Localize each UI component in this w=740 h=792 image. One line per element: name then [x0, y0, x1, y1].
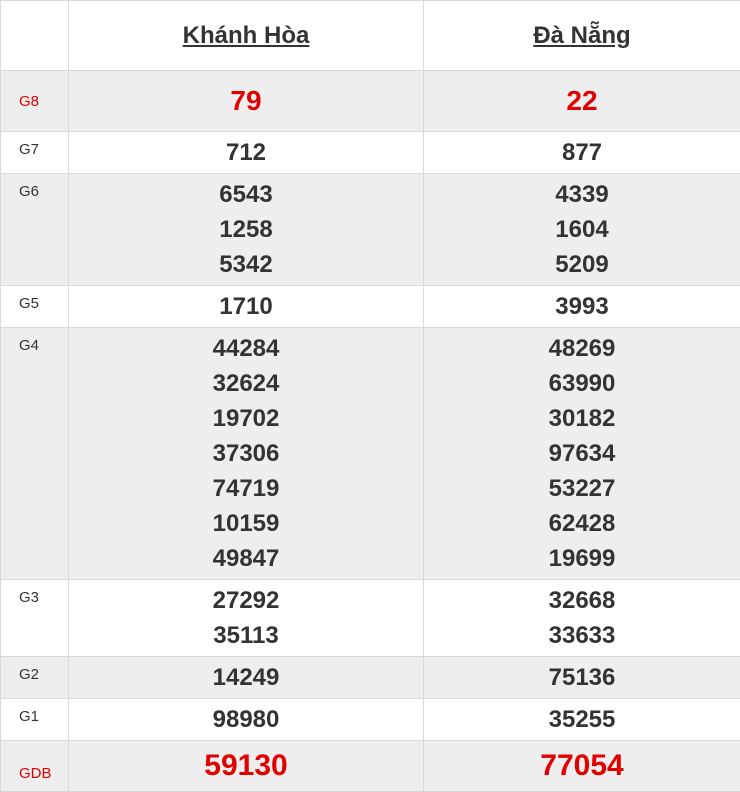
prize-row-g7 [1, 132, 740, 174]
prize-label: G1 [1, 699, 69, 741]
prize-number: 712 [69, 135, 423, 170]
prize-label: G6 [1, 174, 69, 286]
prize-number: 75136 [424, 660, 740, 695]
prize-values-b [424, 286, 740, 328]
prize-label: G2 [1, 657, 69, 699]
prize-number: 3993 [424, 289, 740, 324]
prize-row-g6 [1, 174, 740, 286]
prize-number: 63990 [424, 366, 740, 401]
prize-number: 1258 [69, 212, 423, 247]
prize-number: 6543 [69, 177, 423, 212]
prize-number: 59130 [69, 744, 423, 788]
prize-number: 62428 [424, 506, 740, 541]
prize-number: 1710 [69, 289, 423, 324]
prize-number: 48269 [424, 331, 740, 366]
prize-values-a [69, 132, 424, 174]
prize-label: G4 [1, 328, 69, 580]
prize-values-a [69, 286, 424, 328]
prize-values-b [424, 741, 740, 792]
header-row [1, 1, 740, 71]
prize-number: 77054 [424, 744, 740, 788]
prize-number: 5342 [69, 247, 423, 282]
prize-number: 74719 [69, 471, 423, 506]
prize-number: 44284 [69, 331, 423, 366]
prize-values-b [424, 132, 740, 174]
prize-label: G7 [1, 132, 69, 174]
prize-row-gdb [1, 741, 740, 792]
prize-row-g4 [1, 328, 740, 580]
prize-number: 27292 [69, 583, 423, 618]
prize-number: 19702 [69, 401, 423, 436]
prize-row-g8 [1, 71, 740, 132]
prize-values-b [424, 71, 740, 132]
prize-number: 35255 [424, 702, 740, 737]
column-header-a[interactable] [69, 1, 424, 71]
prize-number: 19699 [424, 541, 740, 576]
prize-values-a [69, 657, 424, 699]
prize-values-b [424, 328, 740, 580]
prize-number: 97634 [424, 436, 740, 471]
prize-row-g5 [1, 286, 740, 328]
prize-number: 35113 [69, 618, 423, 653]
prize-number: 30182 [424, 401, 740, 436]
prize-label: G5 [1, 286, 69, 328]
prize-values-a [69, 580, 424, 657]
prize-number: 37306 [69, 436, 423, 471]
prize-number: 32668 [424, 583, 740, 618]
prize-row-g3 [1, 580, 740, 657]
prize-values-b [424, 657, 740, 699]
prize-values-b [424, 174, 740, 286]
prize-label: GDB [1, 741, 69, 792]
header-blank-cell [1, 1, 69, 71]
prize-number: 5209 [424, 247, 740, 282]
prize-number: 53227 [424, 471, 740, 506]
prize-row-g1 [1, 699, 740, 741]
prize-number: 98980 [69, 702, 423, 737]
column-header-b[interactable] [424, 1, 740, 71]
prize-number: 49847 [69, 541, 423, 576]
prize-values-a [69, 174, 424, 286]
prize-row-g2 [1, 657, 740, 699]
prize-number: 22 [424, 74, 740, 128]
prize-values-b [424, 699, 740, 741]
prize-number: 4339 [424, 177, 740, 212]
prize-number: 14249 [69, 660, 423, 695]
column-header-b-label[interactable]: Đà Nẵng [533, 22, 630, 49]
prize-number: 10159 [69, 506, 423, 541]
prize-values-a [69, 71, 424, 132]
prize-number: 33633 [424, 618, 740, 653]
prize-number: 877 [424, 135, 740, 170]
prize-values-a [69, 741, 424, 792]
prize-number: 32624 [69, 366, 423, 401]
prize-values-a [69, 699, 424, 741]
prize-values-a [69, 328, 424, 580]
prize-values-b [424, 580, 740, 657]
prize-number: 1604 [424, 212, 740, 247]
prize-label: G3 [1, 580, 69, 657]
prize-label: G8 [1, 71, 69, 132]
prize-number: 79 [69, 74, 423, 128]
column-header-a-label[interactable]: Khánh Hòa [183, 22, 310, 49]
